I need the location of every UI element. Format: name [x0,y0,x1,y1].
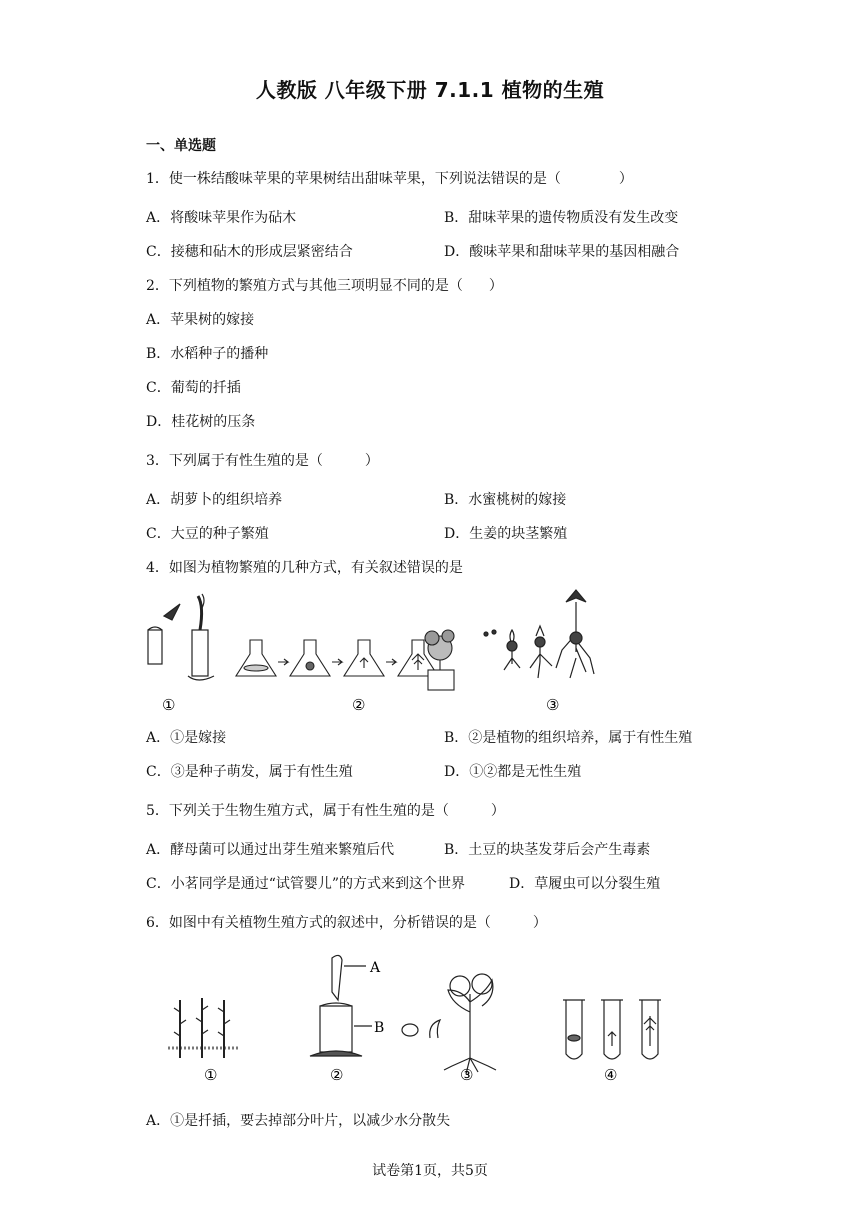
question-2-option-d: D．桂花树的压条 [146,414,256,430]
question-5-option-d: D．草履虫可以分裂生殖 [509,876,661,892]
question-3-stem: 3．下列属于有性生殖的是（ ） [146,453,379,469]
question-6-option-a: A．①是扦插，要去掉部分叶片，以减少水分散失 [146,1113,451,1129]
question-4-option-c: C．③是种子萌发，属于有性生殖 [146,764,353,780]
question-2-stem: 2．下列植物的繁殖方式与其他三项明显不同的是（ ） [146,278,503,294]
figure6-label-1: ① [204,1066,218,1084]
question-4-option-a: A．①是嫁接 [146,730,227,746]
figure6-label-4: ④ [604,1066,618,1084]
seedling-illustration [402,974,496,1074]
cutting-illustration [168,998,238,1058]
question-4-option-b: B．②是植物的组织培养，属于有性生殖 [444,730,693,746]
plant-reproduction-figure-q6 [160,948,670,1092]
tissue-culture-illustration [236,630,454,690]
question-2-option-a: A．苹果树的嫁接 [146,312,255,328]
figure-label-2: ② [352,696,366,714]
figure-letter-a: A [370,960,381,976]
page-footer: 试卷第1页，共5页 [372,1163,488,1179]
grafting-ab-illustration [310,955,372,1056]
question-1-option-d: D．酸味苹果和甜味苹果的基因相融合 [444,244,680,260]
figure-label-3: ③ [546,696,560,714]
question-4-stem: 4．如图为植物繁殖的几种方式，有关叙述错误的是 [146,560,463,576]
question-5-option-a: A．酵母菌可以通过出芽生殖来繁殖后代 [146,842,395,858]
question-3-option-b: B．水蜜桃树的嫁接 [444,492,567,508]
plant-reproduction-figure-q4 [140,586,610,716]
question-1-option-c: C．接穗和砧木的形成层紧密结合 [146,244,353,260]
figure6-label-3: ③ [460,1066,474,1084]
question-4-option-d: D．①②都是无性生殖 [444,764,582,780]
question-3-option-a: A．胡萝卜的组织培养 [146,492,283,508]
figure6-label-2: ② [330,1066,344,1084]
figure-letter-b: B [374,1020,385,1036]
question-1-option-b: B．甜味苹果的遗传物质没有发生改变 [444,210,679,226]
question-1-stem: 1．使一株结酸味苹果的苹果树结出甜味苹果，下列说法错误的是（ ） [146,171,633,187]
question-3-option-c: C．大豆的种子繁殖 [146,526,269,542]
test-tube-illustration [563,1000,661,1059]
section-heading: 一、单选题 [146,138,216,154]
seed-germination-illustration [484,590,594,678]
question-6-stem: 6．如图中有关植物生殖方式的叙述中，分析错误的是（ ） [146,915,547,931]
grafting-illustration [148,594,214,680]
figure-label-1: ① [162,696,176,714]
question-5-stem: 5．下列关于生物生殖方式，属于有性生殖的是（ ） [146,803,505,819]
question-2-option-c: C．葡萄的扦插 [146,380,241,396]
question-5-option-b: B．土豆的块茎发芽后会产生毒素 [444,842,651,858]
page-title: 人教版 八年级下册 7.1.1 植物的生殖 [255,78,605,102]
question-2-option-b: B．水稻种子的播种 [146,346,269,362]
question-5-option-c: C．小茗同学是通过“试管婴儿”的方式来到这个世界 [146,876,466,892]
question-3-option-d: D．生姜的块茎繁殖 [444,526,568,542]
question-1-option-a: A．将酸味苹果作为砧木 [146,210,297,226]
